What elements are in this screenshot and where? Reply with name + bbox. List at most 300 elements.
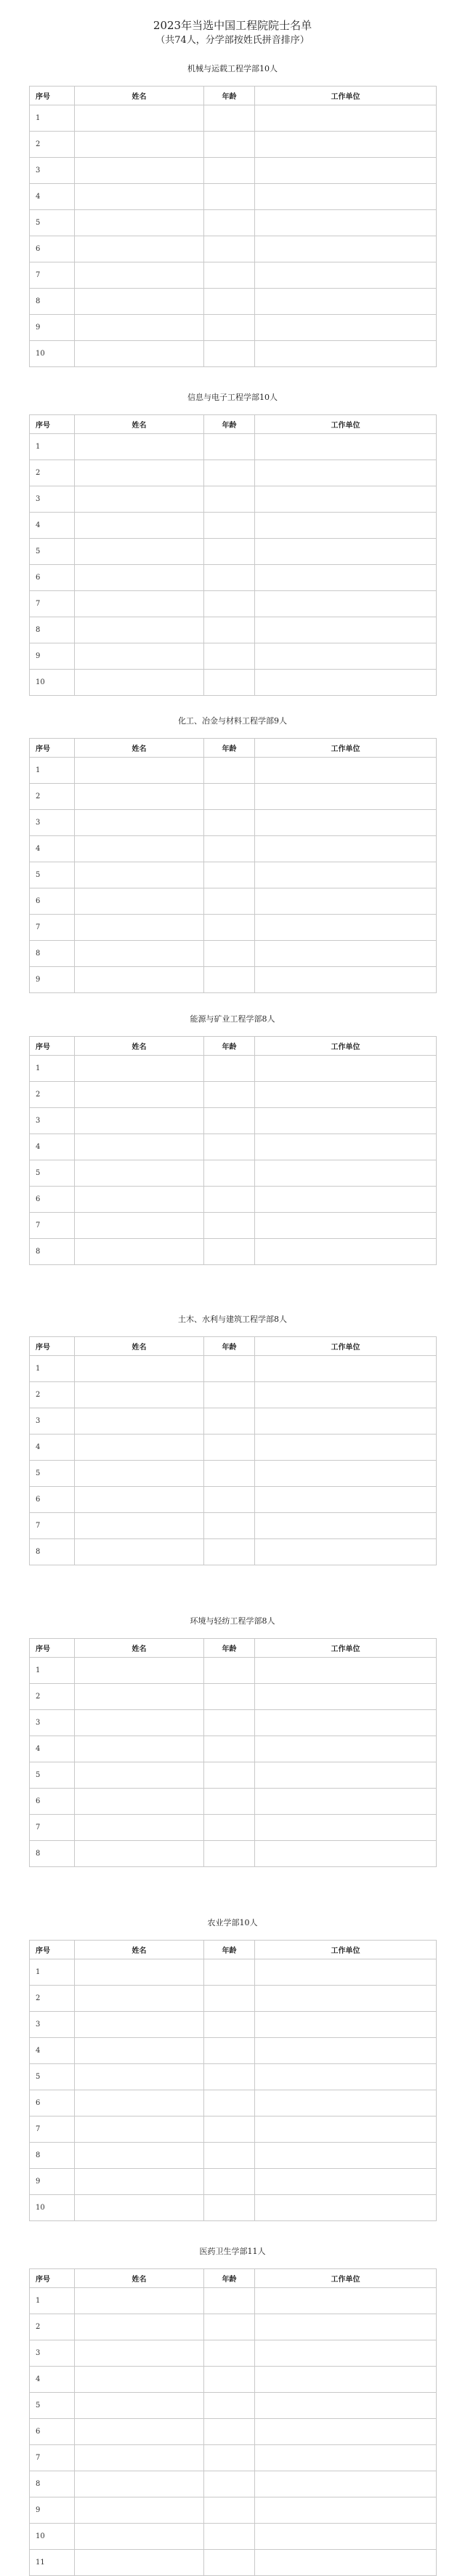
row-index: 8 (30, 617, 75, 643)
row-name (75, 670, 204, 696)
table-header-row (30, 1337, 437, 1356)
row-age (204, 1736, 255, 1762)
row-age (204, 1056, 255, 1082)
row-name (75, 888, 204, 915)
row-unit (255, 1684, 437, 1710)
row-name (75, 1461, 204, 1487)
table-row (30, 210, 437, 236)
row-index: 7 (30, 1815, 75, 1841)
row-index: 9 (30, 967, 75, 993)
row-age (204, 1134, 255, 1160)
row-name (75, 1408, 204, 1435)
row-index: 10 (30, 2195, 75, 2221)
row-age (204, 184, 255, 210)
row-name (75, 1986, 204, 2012)
row-unit (255, 1382, 437, 1408)
row-age (204, 2419, 255, 2445)
row-age (204, 2169, 255, 2195)
row-unit (255, 2445, 437, 2471)
table-row (30, 1134, 437, 1160)
row-name (75, 1382, 204, 1408)
row-age (204, 565, 255, 591)
row-unit (255, 1658, 437, 1684)
table-row (30, 591, 437, 617)
table-row (30, 262, 437, 289)
table-row (30, 486, 437, 513)
row-name (75, 315, 204, 341)
row-name (75, 1056, 204, 1082)
row-age (204, 810, 255, 836)
row-index: 7 (30, 2445, 75, 2471)
row-name (75, 784, 204, 810)
row-unit (255, 2195, 437, 2221)
row-name (75, 617, 204, 643)
row-unit (255, 1213, 437, 1239)
table-row (30, 105, 437, 132)
header-age: 年龄 (204, 415, 255, 434)
header-unit: 工作单位 (255, 1639, 437, 1658)
row-name (75, 1736, 204, 1762)
row-index: 2 (30, 1382, 75, 1408)
table-row (30, 289, 437, 315)
row-index: 3 (30, 2340, 75, 2367)
row-index: 7 (30, 2116, 75, 2143)
row-name (75, 486, 204, 513)
table-row (30, 670, 437, 696)
row-age (204, 341, 255, 367)
row-age (204, 941, 255, 967)
row-name (75, 758, 204, 784)
row-age (204, 2340, 255, 2367)
row-index: 1 (30, 1056, 75, 1082)
row-age (204, 1762, 255, 1789)
row-index: 4 (30, 513, 75, 539)
table-row (30, 1736, 437, 1762)
row-unit (255, 2143, 437, 2169)
row-index: 4 (30, 836, 75, 862)
row-age (204, 784, 255, 810)
row-index: 8 (30, 1841, 75, 1867)
row-unit (255, 1056, 437, 1082)
row-age (204, 1710, 255, 1736)
row-index: 4 (30, 184, 75, 210)
row-index: 7 (30, 591, 75, 617)
header-age: 年龄 (204, 2269, 255, 2288)
row-name (75, 643, 204, 670)
table-row (30, 2340, 437, 2367)
row-index: 1 (30, 1356, 75, 1382)
row-name (75, 1160, 204, 1187)
row-unit (255, 670, 437, 696)
section-heading: 能源与矿业工程学部8人 (190, 1014, 275, 1024)
row-name (75, 2169, 204, 2195)
document-subtitle: （共74人，分学部按姓氏拼音排序） (155, 35, 310, 46)
table-row (30, 1658, 437, 1684)
table-row (30, 1082, 437, 1108)
table-row (30, 1789, 437, 1815)
roster-table (29, 414, 437, 696)
table-row (30, 1356, 437, 1382)
row-age (204, 539, 255, 565)
row-index: 1 (30, 1658, 75, 1684)
table-row (30, 460, 437, 486)
row-name (75, 513, 204, 539)
row-index: 9 (30, 315, 75, 341)
row-unit (255, 1841, 437, 1867)
row-age (204, 434, 255, 460)
row-unit (255, 513, 437, 539)
row-index: 3 (30, 486, 75, 513)
header-name: 姓名 (75, 1941, 204, 1959)
table-row (30, 1187, 437, 1213)
row-index: 1 (30, 105, 75, 132)
table-row (30, 2445, 437, 2471)
table-row (30, 888, 437, 915)
table-row (30, 1684, 437, 1710)
row-age (204, 915, 255, 941)
table-header-row (30, 1037, 437, 1056)
row-unit (255, 2471, 437, 2497)
row-index: 7 (30, 1213, 75, 1239)
row-index: 1 (30, 434, 75, 460)
row-unit (255, 262, 437, 289)
row-unit (255, 1134, 437, 1160)
row-name (75, 262, 204, 289)
row-index: 11 (30, 2550, 75, 2576)
row-age (204, 2497, 255, 2524)
table-row (30, 2064, 437, 2090)
row-unit (255, 1108, 437, 1134)
row-name (75, 2497, 204, 2524)
row-name (75, 132, 204, 158)
table-row (30, 236, 437, 262)
row-unit (255, 784, 437, 810)
table-row (30, 184, 437, 210)
table-row (30, 2169, 437, 2195)
row-index: 2 (30, 1986, 75, 2012)
row-index: 8 (30, 2471, 75, 2497)
row-unit (255, 1710, 437, 1736)
row-unit (255, 2524, 437, 2550)
row-name (75, 1684, 204, 1710)
row-index: 7 (30, 1513, 75, 1539)
table-header-row (30, 739, 437, 758)
row-name (75, 2445, 204, 2471)
row-index: 3 (30, 1108, 75, 1134)
row-unit (255, 434, 437, 460)
row-age (204, 2550, 255, 2576)
row-name (75, 2340, 204, 2367)
row-age (204, 132, 255, 158)
roster-table (29, 1336, 437, 1565)
row-age (204, 2012, 255, 2038)
row-index: 4 (30, 1134, 75, 1160)
row-name (75, 1789, 204, 1815)
row-age (204, 1986, 255, 2012)
row-unit (255, 1082, 437, 1108)
table-row (30, 1513, 437, 1539)
row-age (204, 1082, 255, 1108)
table-row (30, 967, 437, 993)
row-name (75, 2314, 204, 2340)
row-name (75, 2143, 204, 2169)
row-index: 7 (30, 262, 75, 289)
row-age (204, 2143, 255, 2169)
row-age (204, 670, 255, 696)
row-age (204, 967, 255, 993)
row-index: 5 (30, 1160, 75, 1187)
table-row (30, 862, 437, 888)
row-age (204, 2524, 255, 2550)
row-unit (255, 210, 437, 236)
table-row (30, 565, 437, 591)
row-unit (255, 1160, 437, 1187)
header-name: 姓名 (75, 1639, 204, 1658)
table-row (30, 810, 437, 836)
row-unit (255, 915, 437, 941)
row-index: 2 (30, 1082, 75, 1108)
row-name (75, 1658, 204, 1684)
row-name (75, 2195, 204, 2221)
row-index: 4 (30, 1435, 75, 1461)
table-header-row (30, 2269, 437, 2288)
table-row (30, 1461, 437, 1487)
row-unit (255, 539, 437, 565)
row-index: 5 (30, 2064, 75, 2090)
row-index: 4 (30, 1736, 75, 1762)
row-name (75, 1239, 204, 1265)
table-row (30, 1710, 437, 1736)
table-row (30, 1239, 437, 1265)
row-index: 5 (30, 1762, 75, 1789)
row-name (75, 1435, 204, 1461)
header-name: 姓名 (75, 1337, 204, 1356)
row-unit (255, 1539, 437, 1565)
row-name (75, 810, 204, 836)
header-name: 姓名 (75, 87, 204, 105)
table-row (30, 2419, 437, 2445)
row-name (75, 591, 204, 617)
row-name (75, 2012, 204, 2038)
row-age (204, 105, 255, 132)
row-unit (255, 1762, 437, 1789)
row-age (204, 2393, 255, 2419)
header-age: 年龄 (204, 1337, 255, 1356)
table-header-row (30, 415, 437, 434)
row-name (75, 2471, 204, 2497)
row-index: 3 (30, 810, 75, 836)
row-index: 6 (30, 1187, 75, 1213)
row-name (75, 941, 204, 967)
row-unit (255, 836, 437, 862)
row-age (204, 1461, 255, 1487)
table-row (30, 1382, 437, 1408)
row-name (75, 2090, 204, 2116)
row-age (204, 2064, 255, 2090)
row-age (204, 862, 255, 888)
row-name (75, 1710, 204, 1736)
table-row (30, 758, 437, 784)
row-name (75, 1108, 204, 1134)
row-index: 5 (30, 2393, 75, 2419)
row-unit (255, 486, 437, 513)
table-row (30, 2012, 437, 2038)
table-row (30, 2497, 437, 2524)
row-name (75, 2524, 204, 2550)
header-age: 年龄 (204, 1037, 255, 1056)
row-index: 1 (30, 2288, 75, 2314)
row-age (204, 1539, 255, 1565)
row-unit (255, 2012, 437, 2038)
row-age (204, 289, 255, 315)
table-row (30, 1056, 437, 1082)
row-index: 8 (30, 2143, 75, 2169)
row-index: 6 (30, 2090, 75, 2116)
row-index: 2 (30, 2314, 75, 2340)
row-index: 9 (30, 2169, 75, 2195)
header-unit: 工作单位 (255, 415, 437, 434)
header-index: 序号 (30, 1337, 75, 1356)
row-age (204, 2116, 255, 2143)
table-row (30, 1815, 437, 1841)
row-age (204, 2288, 255, 2314)
row-unit (255, 941, 437, 967)
table-row (30, 643, 437, 670)
table-row (30, 158, 437, 184)
header-name: 姓名 (75, 415, 204, 434)
header-name: 姓名 (75, 739, 204, 758)
table-row (30, 1160, 437, 1187)
row-name (75, 539, 204, 565)
table-row (30, 2393, 437, 2419)
table-row (30, 2116, 437, 2143)
table-row (30, 915, 437, 941)
header-unit: 工作单位 (255, 87, 437, 105)
row-unit (255, 2116, 437, 2143)
row-age (204, 2090, 255, 2116)
table-row (30, 1539, 437, 1565)
header-age: 年龄 (204, 1941, 255, 1959)
row-age (204, 262, 255, 289)
table-header-row (30, 87, 437, 105)
row-name (75, 1487, 204, 1513)
header-age: 年龄 (204, 87, 255, 105)
row-name (75, 2038, 204, 2064)
row-name (75, 2288, 204, 2314)
row-name (75, 915, 204, 941)
row-age (204, 2367, 255, 2393)
row-name (75, 434, 204, 460)
section-heading: 信息与电子工程学部10人 (187, 393, 278, 402)
row-index: 9 (30, 643, 75, 670)
header-index: 序号 (30, 1639, 75, 1658)
table-row (30, 1108, 437, 1134)
header-name: 姓名 (75, 2269, 204, 2288)
row-name (75, 158, 204, 184)
row-index: 2 (30, 132, 75, 158)
row-index: 8 (30, 289, 75, 315)
table-row (30, 784, 437, 810)
section-heading: 土木、水利与建筑工程学部8人 (178, 1315, 287, 1324)
header-age: 年龄 (204, 739, 255, 758)
table-row (30, 341, 437, 367)
table-row (30, 1762, 437, 1789)
row-unit (255, 184, 437, 210)
row-unit (255, 315, 437, 341)
row-age (204, 1408, 255, 1435)
row-name (75, 1356, 204, 1382)
row-unit (255, 810, 437, 836)
table-row (30, 539, 437, 565)
row-unit (255, 565, 437, 591)
row-index: 6 (30, 1789, 75, 1815)
row-age (204, 1239, 255, 1265)
row-name (75, 2550, 204, 2576)
table-header-row (30, 1941, 437, 1959)
roster-table (29, 1940, 437, 2221)
row-name (75, 2116, 204, 2143)
row-index: 8 (30, 941, 75, 967)
roster-table (29, 1036, 437, 1265)
row-unit (255, 862, 437, 888)
row-name (75, 2064, 204, 2090)
table-row (30, 1213, 437, 1239)
row-age (204, 2195, 255, 2221)
row-unit (255, 591, 437, 617)
row-age (204, 1959, 255, 1986)
row-index: 6 (30, 565, 75, 591)
table-row (30, 941, 437, 967)
row-unit (255, 341, 437, 367)
row-unit (255, 888, 437, 915)
row-name (75, 1762, 204, 1789)
table-row (30, 2090, 437, 2116)
row-age (204, 486, 255, 513)
header-index: 序号 (30, 1037, 75, 1056)
section-heading: 医药卫生学部11人 (199, 2247, 266, 2256)
row-index: 3 (30, 1710, 75, 1736)
table-row (30, 132, 437, 158)
row-unit (255, 1986, 437, 2012)
table-row (30, 2471, 437, 2497)
table-row (30, 1986, 437, 2012)
table-row (30, 836, 437, 862)
row-unit (255, 1513, 437, 1539)
row-name (75, 1134, 204, 1160)
row-index: 10 (30, 341, 75, 367)
row-index: 3 (30, 2012, 75, 2038)
row-unit (255, 1959, 437, 1986)
header-age: 年龄 (204, 1639, 255, 1658)
row-age (204, 236, 255, 262)
row-unit (255, 2550, 437, 2576)
header-index: 序号 (30, 415, 75, 434)
row-name (75, 1959, 204, 1986)
row-unit (255, 2038, 437, 2064)
row-age (204, 1213, 255, 1239)
table-row (30, 617, 437, 643)
header-index: 序号 (30, 87, 75, 105)
row-unit (255, 2419, 437, 2445)
row-name (75, 565, 204, 591)
row-index: 3 (30, 158, 75, 184)
row-unit (255, 1815, 437, 1841)
row-unit (255, 2340, 437, 2367)
row-age (204, 836, 255, 862)
row-name (75, 2419, 204, 2445)
row-name (75, 2367, 204, 2393)
row-age (204, 1187, 255, 1213)
